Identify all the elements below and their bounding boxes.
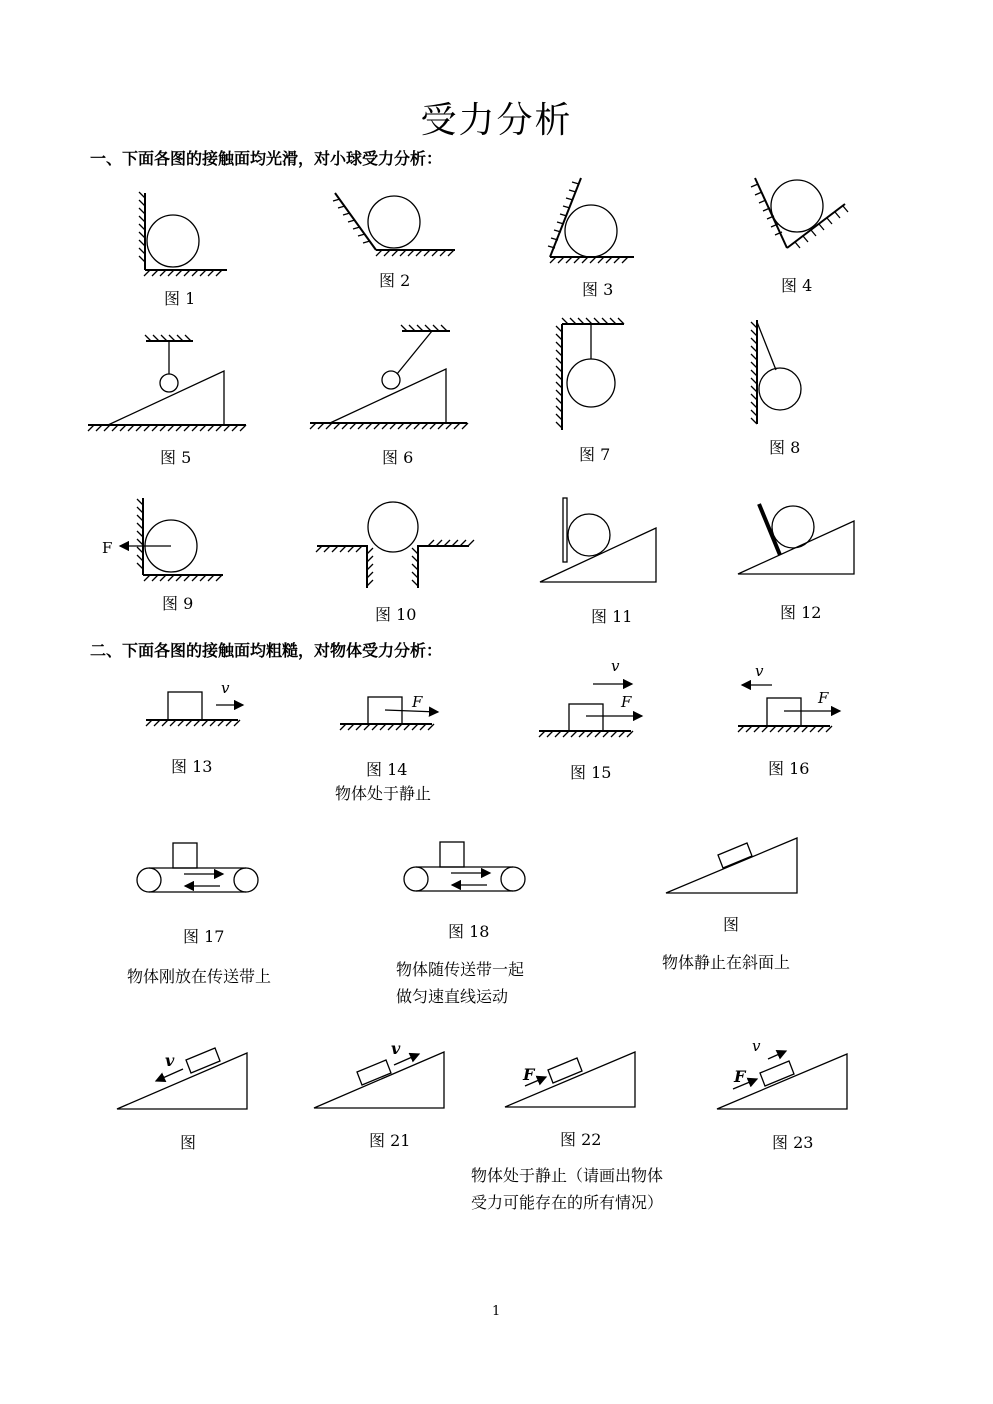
note-fig18-line1: 物体随传送带一起 bbox=[396, 960, 525, 979]
force-label: F bbox=[523, 1065, 535, 1084]
caption-fig6: 图 6 bbox=[382, 448, 414, 467]
figure-4 bbox=[751, 178, 848, 248]
figure-9 bbox=[120, 498, 223, 581]
note-fig22-line2: 受力可能存在的所有情况） bbox=[471, 1193, 664, 1212]
caption-fig11: 图 11 bbox=[591, 607, 633, 626]
caption-fig4: 图 4 bbox=[781, 276, 813, 295]
section-1-heading: 一、下面各图的接触面均光滑，对小球受力分析： bbox=[90, 149, 443, 168]
caption-fig7: 图 7 bbox=[579, 445, 611, 464]
figure-5 bbox=[88, 335, 246, 431]
caption-fig3: 图 3 bbox=[582, 280, 614, 299]
note-fig19: 物体静止在斜面上 bbox=[662, 953, 791, 972]
caption-fig23: 图 23 bbox=[772, 1133, 814, 1152]
figure-19 bbox=[666, 838, 797, 893]
caption-fig8: 图 8 bbox=[769, 438, 801, 457]
force-label: F bbox=[734, 1067, 746, 1086]
note-fig22-line1: 物体处于静止（请画出物体 bbox=[471, 1166, 664, 1185]
caption-fig10: 图 10 bbox=[375, 605, 417, 624]
figure-12 bbox=[738, 504, 854, 574]
figure-3 bbox=[548, 178, 634, 263]
caption-fig18: 图 18 bbox=[448, 922, 490, 941]
figure-17 bbox=[137, 843, 258, 892]
velocity-label: v bbox=[755, 662, 764, 680]
figure-2 bbox=[333, 193, 455, 256]
page-number: 1 bbox=[492, 1304, 501, 1319]
caption-fig2: 图 2 bbox=[379, 271, 411, 290]
caption-fig22: 图 22 bbox=[560, 1130, 602, 1149]
note-fig17: 物体刚放在传送带上 bbox=[127, 967, 272, 986]
velocity-label: v bbox=[611, 657, 620, 675]
figure-8 bbox=[751, 320, 801, 424]
caption-fig14: 图 14 bbox=[366, 760, 408, 779]
caption-fig5: 图 5 bbox=[160, 448, 192, 467]
figure-10 bbox=[316, 502, 474, 588]
figure-7 bbox=[556, 318, 624, 430]
figure-18 bbox=[404, 842, 525, 891]
caption-fig12: 图 12 bbox=[780, 603, 822, 622]
caption-fig16: 图 16 bbox=[768, 759, 810, 778]
section-2-heading: 二、下面各图的接触面均粗糙，对物体受力分析： bbox=[90, 641, 443, 660]
page-title: 受力分析 bbox=[420, 100, 573, 141]
figure-21 bbox=[314, 1052, 444, 1108]
figure-13 bbox=[146, 692, 243, 726]
caption-fig20: 图 bbox=[180, 1133, 197, 1152]
caption-fig9: 图 9 bbox=[162, 594, 194, 613]
ball bbox=[147, 215, 199, 267]
force-label: F bbox=[818, 689, 829, 707]
caption-fig19: 图 bbox=[723, 915, 740, 934]
velocity-label: v bbox=[221, 679, 230, 697]
caption-fig1: 图 1 bbox=[164, 289, 196, 308]
note-fig14: 物体处于静止 bbox=[335, 784, 432, 803]
figure-6 bbox=[310, 325, 468, 429]
caption-fig15: 图 15 bbox=[570, 763, 612, 782]
caption-fig13: 图 13 bbox=[171, 757, 213, 776]
figure-11 bbox=[540, 498, 656, 582]
figure-20 bbox=[117, 1048, 247, 1109]
velocity-label: v bbox=[752, 1037, 761, 1055]
caption-fig17: 图 17 bbox=[183, 927, 225, 946]
figure-1 bbox=[139, 192, 227, 276]
velocity-label: v bbox=[165, 1051, 175, 1070]
figure-14 bbox=[340, 697, 438, 730]
caption-fig21: 图 21 bbox=[369, 1131, 411, 1150]
force-label: F bbox=[621, 693, 632, 711]
note-fig18-line2: 做匀速直线运动 bbox=[396, 987, 509, 1006]
velocity-label: v bbox=[391, 1039, 401, 1058]
force-label: F bbox=[412, 693, 423, 711]
force-label: F bbox=[102, 539, 113, 557]
